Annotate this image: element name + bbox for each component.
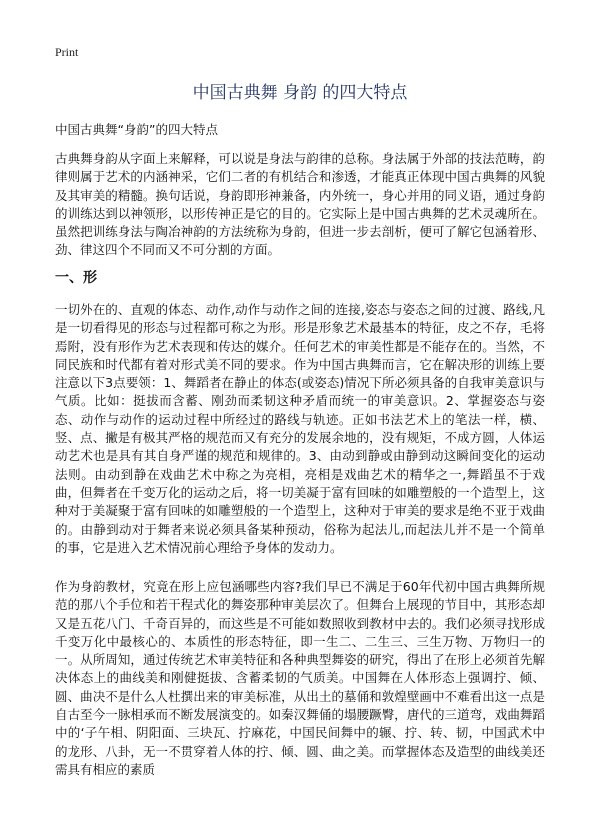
document-title: 中国古典舞 身韵 的四大特点	[192, 83, 408, 103]
form-paragraph-2: 作为身韵教材，究竟在形上应包涵哪些内容?我们早已不满足于60年代初中国古典舞所规范的那八个手位和若干程式化的舞姿那种审美层次了。但舞台上展现的节目中，其形态却又是五花八门、千奇百异的，而这些是不可能如数照收到教材中去的。我们必须寻找形成千变万化中最核心的、本质性的形态特征，即一生二、二生三、三生万物、万物归一的一。从所周知，通过传统艺术审美特征和各种典型舞姿的研究，得出了在形上必须首先解决体态上的曲线美和刚健挺拔、含蓄柔韧的气质美。中国舞在人体形态上强调拧、倾、圆、曲决不是什么人杜撰出来的审美标准，从出土的墓俑和敦煌壁画中不难看出这一点是自古至今一脉相承而不断发展演变的。如秦汉舞俑的塌腰蹶臀，唐代的三道弯，戏曲舞蹈中的‘子午相、阴阳面、三块瓦、拧麻花，中国民间舞中的辗、拧、转、韧，中国武术中的龙形、八卦，无一不贯穿着人体的拧、倾、圆、曲之美。而掌握体态及造型的曲线美还需具有相应的素质	[55, 579, 545, 777]
document-subtitle: 中国古典舞“身韵”的四大特点	[55, 122, 218, 137]
section-heading-form: 一、形	[55, 270, 97, 286]
print-link[interactable]: Print	[55, 45, 79, 59]
intro-paragraph: 古典舞身韵从字面上来解释，可以说是身法与韵律的总称。身法属于外部的技法范畴，韵律则属于艺术的内涵神采，它们二者的有机结合和渗透，才能真正体现中国古典舞的风貌及其审美的精髓。换句话说，身韵即形神兼备，内外统一，身心并用的同义语，通过身韵的训练达到以神领形，以形传神正是它的目的。它实际上是中国古典舞的艺术灵魂所在。虽然把训练身法与陶冶神韵的方法统称为身韵，但进一步去剖析，便可了解它包涵着形、劲、律这四个不同而又不可分割的方面。	[55, 151, 545, 258]
form-paragraph-1: 一切外在的、直观的体态、动作,动作与动作之间的连接,姿态与姿态之间的过渡、路线,凡是一切看得见的形态与过程都可称之为形。形是形象艺术最基本的特征，皮之不存，毛将焉附，没有形作为艺术表现和传达的媒介。任何艺术的审美性都是不能存在的。当然，不同民族和时代都有着对形式美不同的要求。作为中国古典舞而言，它在解决形的训练上要注意以下3点要领：1、舞蹈者在静止的体态(或姿态)情况下所必须具备的自我审美意识与气质。比如：挺拔而含蓄、刚劲而柔韧这种矛盾而统一的审美意识。2、掌握姿态与姿态、动作与动作的运动过程中所经过的路线与轨迹。正如书法艺术上的笔法一样，横、竖、点、撇是有极其严格的规范而又有充分的发展余地的，没有规矩，不成方圆，人体运动艺术也是具有其自身严谨的规范和规律的。3、由动到静或由静到动这瞬间变化的运动法则。由动到静在戏曲艺术中称之为亮相，亮相是戏曲艺术的精华之一,舞蹈虽不于戏曲，但舞者在千变万化的运动之后，将一切美凝于富有回味的如雕塑般的一个造型上，这种对于美凝聚于富有回味的如雕塑般的一个造型上，这种对于审美的要求是绝不亚于戏曲的。由静到动对于舞者来说必须具备某种预动，俗称为起法儿,而起法儿并不是一个简单的事，它是进入艺术情况前心理给予身体的发动力。	[55, 302, 545, 555]
